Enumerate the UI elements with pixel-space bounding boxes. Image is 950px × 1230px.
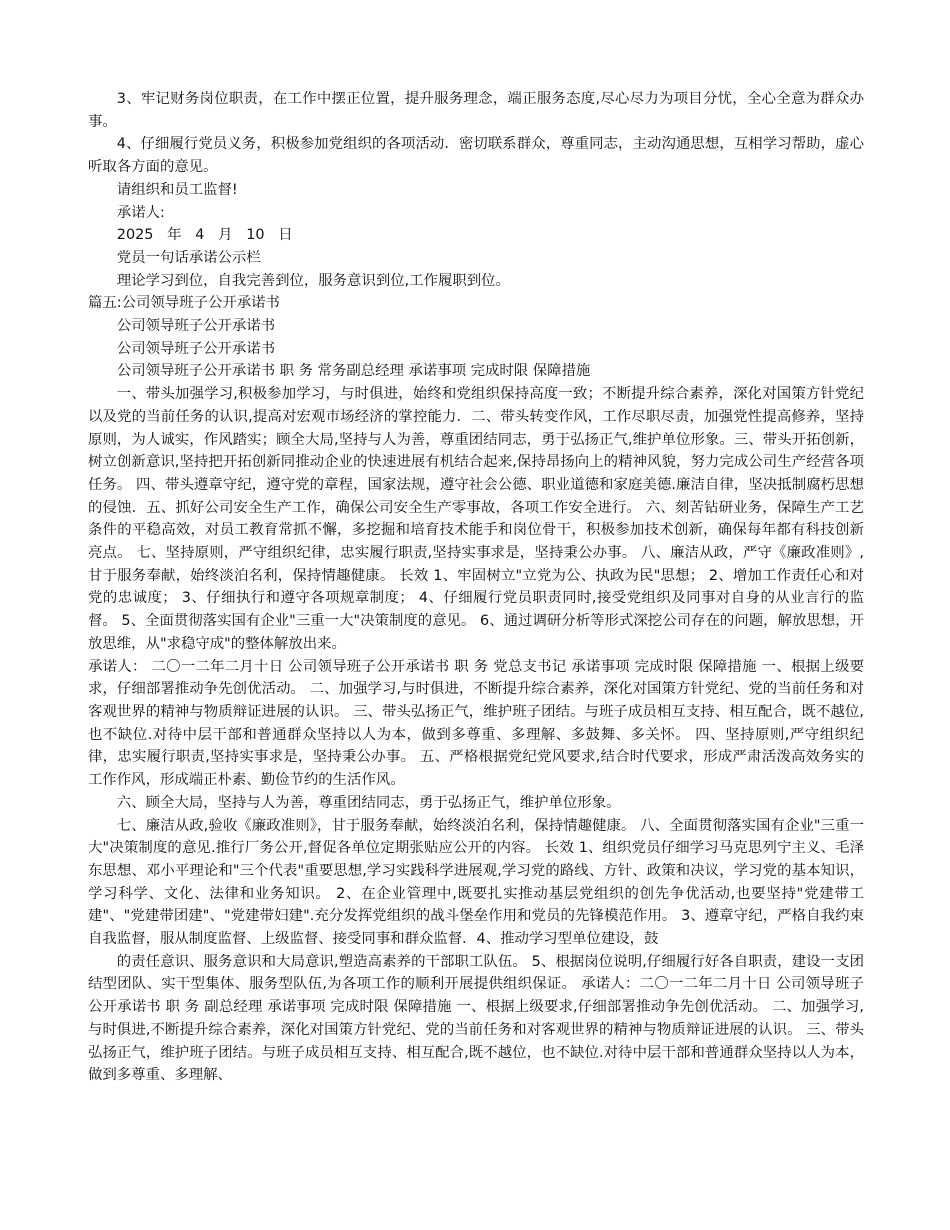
pledge-body-party-secretary: 承诺人： 二〇一二年二月十日 公司领导班子公开承诺书 职 务 党总支书记 承诺事项 完成时限 保障措施 一、根据上级要求，仔细部署推动争先创优活动。 二、加强学习,与时俱进，不断提升综合素养，深化对国策方针党纪、党的当前任务和对客观世界的精神与物质辩证进展的认识。 三、带头弘扬正气，维护班子团结。与班子成员相互支持、相互配合，既不越位,也不缺位.对待中层干部和普通群众坚持以人为本，做到多尊重、多理解、多鼓舞、多关怀。 四、坚持原则,严守组织纪律，忠实履行职责,坚持实事求是，坚持秉公办事。 五、严格根据党纪党风要求,结合时代要求，形成严肃活泼高效务实的工作作风，形成端正朴素、勤俭节约的生活作风。 xyxy=(88,658,864,789)
document-body xyxy=(88,88,864,1087)
pledge-date: 2025 年 4 月 10 日 xyxy=(116,227,293,244)
pledge-body-deputy-gm: 一、带头加强学习,积极参加学习，与时俱进，始终和党组织保持高度一致；不断提升综合素养，深化对国策方针党纪以及党的当前任务的认识,提高对宏观市场经济的掌控能力．二、带头转变作风，工作尽职尽责，加强党性提高修养，坚持原则，为人诚实，作风踏实；顾全大局,坚持与人为善，尊重团结同志，勇于弘扬正气,维护单位形象。三、带头开拓创新，树立创新意识,坚持把开拓创新同推动企业的快速进展有机结合起来,保持昂扬向上的精神风貌，努力完成公司生产经营各项任务。 四、带头遵章守纪，遵守党的章程，国家法规，遵守社会公德、职业道德和家庭美德.廉洁自律，坚决抵制腐朽思想的侵蚀．五、抓好公司安全生产工作，确保公司安全生产零事故，各项工作安全进行。 六、刻苦钻研业务，保障生产工艺条件的平稳高效，对员工教育常抓不懈，多挖掘和培育技术能手和岗位骨干，积极参加技术创新，确保每年都有科技创新亮点。 七、坚持原则，严守组织纪律，忠实履行职责,坚持实事求是，坚持秉公办事。 八、廉洁从政，严守《廉政准则》,甘于服务奉献，始终淡泊名利，保持情趣健康。 长效 1、牢固树立"立党为公、执政为民"思想； 2、增加工作责任心和对党的忠诚度； 3、仔细执行和遵守各项规章制度； 4、仔细履行党员职责同时,接受党组织及同事对自身的从业言行的监督。 5、全面贯彻落实国有企业"三重一大"决策制度的意见。 6、通过调研分析等形式深挖公司存在的问题，解放思想，开放思维，从"求稳守成"的整体解放出来。 xyxy=(88,386,864,652)
subtitle-2: 公司领导班子公开承诺书 xyxy=(116,340,276,357)
bulletin-heading: 党员一句话承诺公示栏 xyxy=(116,249,261,266)
pledge-item-six: 六、顾全大局，坚持与人为善，尊重团结同志，勇于弘扬正气，维护单位形象。 xyxy=(116,794,621,811)
pledge-table-header: 公司领导班子公开承诺书 职 务 常务副总经理 承诺事项 完成时限 保障措施 xyxy=(116,363,591,380)
pledge-item-seven: 七、廉洁从政,验收《廉政准则》，甘于服务奉献，始终淡泊名利，保持情趣健康。 八、全面贯彻落实国有企业"三重一大"决策制度的意见.推行厂务公开,督促各单位定期张贴应公开的内容。 长效 1、组织党员仔细学习马克思列宁主义、毛泽东思想、邓小平理论和"三个代表"重要思想,学习实践科学进展观,学习党的路线、方针、政策和决议，学习党的基本知识，学习科学、文化、法律和业务知识。 2、在企业管理中,既要扎实推动基层党组织的创先争优活动,也要坚持"党建带工建"、"党建带团建"、"党建带妇建".充分发挥党组织的战斗堡垒作用和党员的先锋模范作用。 3、遵章守纪，严格自我约束自我监督，服从制度监督、上级监督、接受同事和群众监督．4、推动学习型单位建设，鼓 xyxy=(88,817,864,948)
one-line-pledge: 理论学习到位，自我完善到位，服务意识到位,工作履职到位。 xyxy=(116,272,510,289)
promisor-label: 承诺人: xyxy=(116,204,165,221)
pledge-body-vice-gm: 的责任意识、服务意识和大局意识,塑造高素养的干部职工队伍。 5、根据岗位说明,仔细履行好各自职责，建设一支团结型团队、实干型集体、服务型队伍,为各项工作的顺利开展提供组织保证。 承诺人：二〇一二年二月十日 公司领导班子公开承诺书 职 务 副总经理 承诺事项 完成时限 保障措施 一、根据上级要求,仔细部署推动争先创优活动。 二、加强学习,与时俱进,不断提升综合素养，深化对国策方针党纪、党的当前任务和对客观世界的精神与物质辩证进展的认识。 三、带头弘扬正气，维护班子团结。与班子成员相互支持、相互配合,既不越位，也不缺位.对待中层干部和普通群众坚持以人为本，做到多尊重、多理解、 xyxy=(88,953,864,1084)
paragraph-item-4: 4、仔细履行党员义务，积极参加党组织的各项活动．密切联系群众，尊重同志，主动沟通思想，互相学习帮助，虚心听取各方面的意见。 xyxy=(88,136,864,176)
section-five-title: 篇五:公司领导班子公开承诺书 xyxy=(88,295,280,312)
paragraph-item-3: 3、牢记财务岗位职责，在工作中摆正位置，提升服务理念，端正服务态度,尽心尽力为项目分忧，全心全意为群众办事。 xyxy=(88,91,864,130)
supervision-request: 请组织和员工监督! xyxy=(116,181,238,198)
subtitle-1: 公司领导班子公开承诺书 xyxy=(116,318,276,335)
